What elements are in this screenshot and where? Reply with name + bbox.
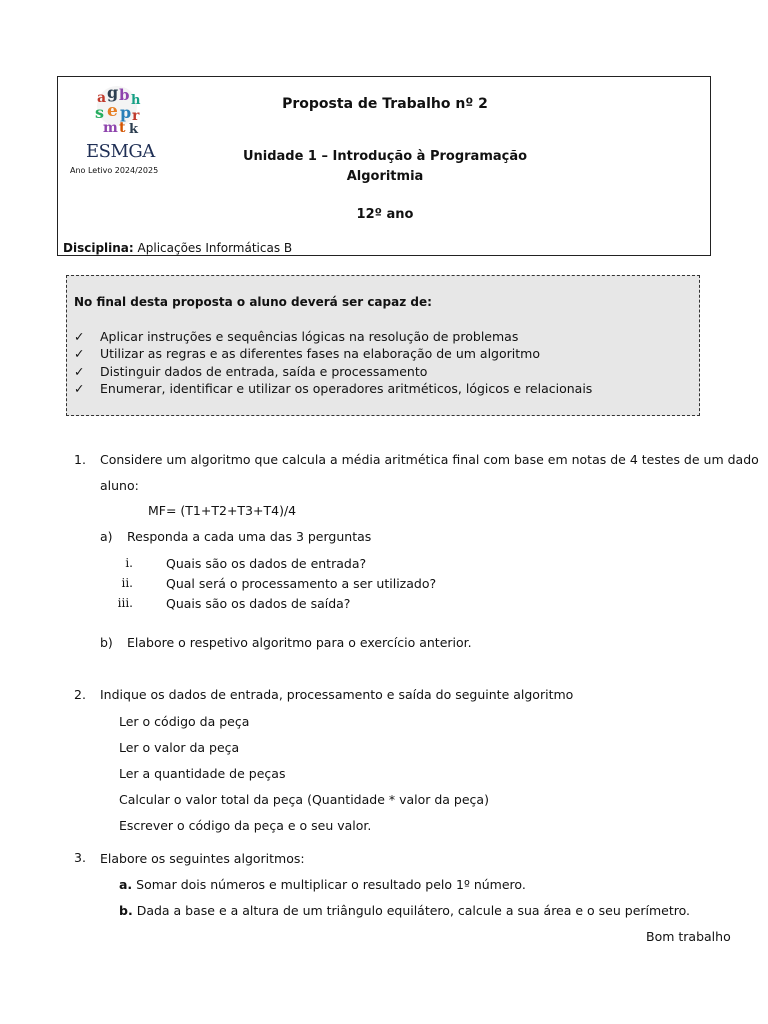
sub-letter: b) [100, 635, 113, 650]
sub-item-text: Quais são os dados de saída? [166, 596, 351, 611]
svg-text:k: k [129, 122, 139, 137]
checkmark-icon: ✓ [74, 381, 85, 396]
algorithm-step: Ler o código da peça [119, 714, 250, 729]
question-text: Elabore os seguintes algoritmos: [100, 851, 305, 866]
sub-question-text: Dada a base e a altura de um triângulo equilátero, calcule a sua área e o seu perímetro. [136, 903, 691, 918]
discipline-value: Aplicações Informáticas B [137, 241, 293, 255]
algorithm-step: Ler o valor da peça [119, 740, 240, 755]
sub-letter: b. [119, 903, 133, 918]
sub-question-b [119, 903, 690, 918]
algorithm-step: Escrever o código da peça e o seu valor. [119, 818, 372, 833]
svg-text:p: p [120, 103, 132, 122]
roman-numeral: i. [125, 556, 133, 570]
sub-question-text: Responda a cada uma das 3 perguntas [127, 529, 372, 544]
svg-text:g: g [107, 83, 119, 102]
discipline-row [63, 241, 292, 255]
sub-question-text: Somar dois números e multiplicar o resultado pelo 1º número. [136, 877, 526, 892]
svg-text:r: r [132, 108, 140, 124]
formula: MF= (T1+T2+T3+T4)/4 [148, 503, 297, 518]
checkmark-icon: ✓ [74, 329, 85, 344]
topic-title: Algoritmia [346, 169, 424, 184]
sub-item-text: Quais são os dados de entrada? [166, 556, 367, 571]
question-text: Indique os dados de entrada, processamento e saída do seguinte algoritmo [100, 687, 574, 702]
page-title: Proposta de Trabalho nº 2 [282, 96, 488, 112]
sub-question-text: Elabore o respetivo algoritmo para o exercício anterior. [127, 635, 472, 650]
svg-text:b: b [119, 86, 130, 104]
sub-item-text: Qual será o processamento a ser utilizado? [166, 576, 437, 591]
objective-item: ✓ Distinguir dados de entrada, saída e processamento [74, 364, 428, 379]
svg-text:s: s [95, 103, 105, 122]
sub-letter: a. [119, 877, 133, 892]
discipline-label: Disciplina: [63, 241, 134, 255]
question-number: 3. [74, 850, 86, 865]
svg-text:e: e [107, 101, 118, 121]
checkmark-icon: ✓ [74, 346, 85, 361]
objective-item: ✓ Aplicar instruções e sequências lógicas na resolução de problemas [74, 329, 519, 344]
objectives-heading: No final desta proposta o aluno deverá ser capaz de: [74, 295, 432, 309]
question-number: 2. [74, 687, 86, 702]
roman-numeral: iii. [117, 596, 133, 610]
svg-text:m: m [103, 120, 118, 136]
sub-question-a [119, 877, 526, 892]
objective-item: ✓ Utilizar as regras e as diferentes fases na elaboração de um algoritmo [74, 346, 540, 361]
grade-label: 12º ano [356, 207, 414, 222]
closing-text: Bom trabalho [646, 929, 731, 944]
sub-letter: a) [100, 529, 113, 544]
question-number: 1. [74, 452, 86, 467]
svg-text:a: a [97, 90, 107, 106]
objective-item: ✓ Enumerar, identificar e utilizar os operadores aritméticos, lógicos e relacionais [74, 381, 593, 396]
unit-title: Unidade 1 – Introdução à Programação [242, 149, 528, 164]
question-text: Considere um algoritmo que calcula a média aritmética final com base em notas de 4 testes de um dado [100, 452, 759, 467]
school-year: Ano Letivo 2024/2025 [70, 166, 159, 175]
algorithm-step: Ler a quantidade de peças [119, 766, 286, 781]
svg-text:h: h [131, 93, 141, 108]
school-logo [87, 80, 153, 138]
roman-numeral: ii. [121, 576, 133, 590]
svg-text:t: t [119, 120, 126, 136]
checkmark-icon: ✓ [74, 364, 85, 379]
algorithm-step: Calcular o valor total da peça (Quantidade * valor da peça) [119, 792, 489, 807]
school-name: ESMGA [86, 141, 155, 162]
question-text-cont: aluno: [100, 478, 139, 493]
